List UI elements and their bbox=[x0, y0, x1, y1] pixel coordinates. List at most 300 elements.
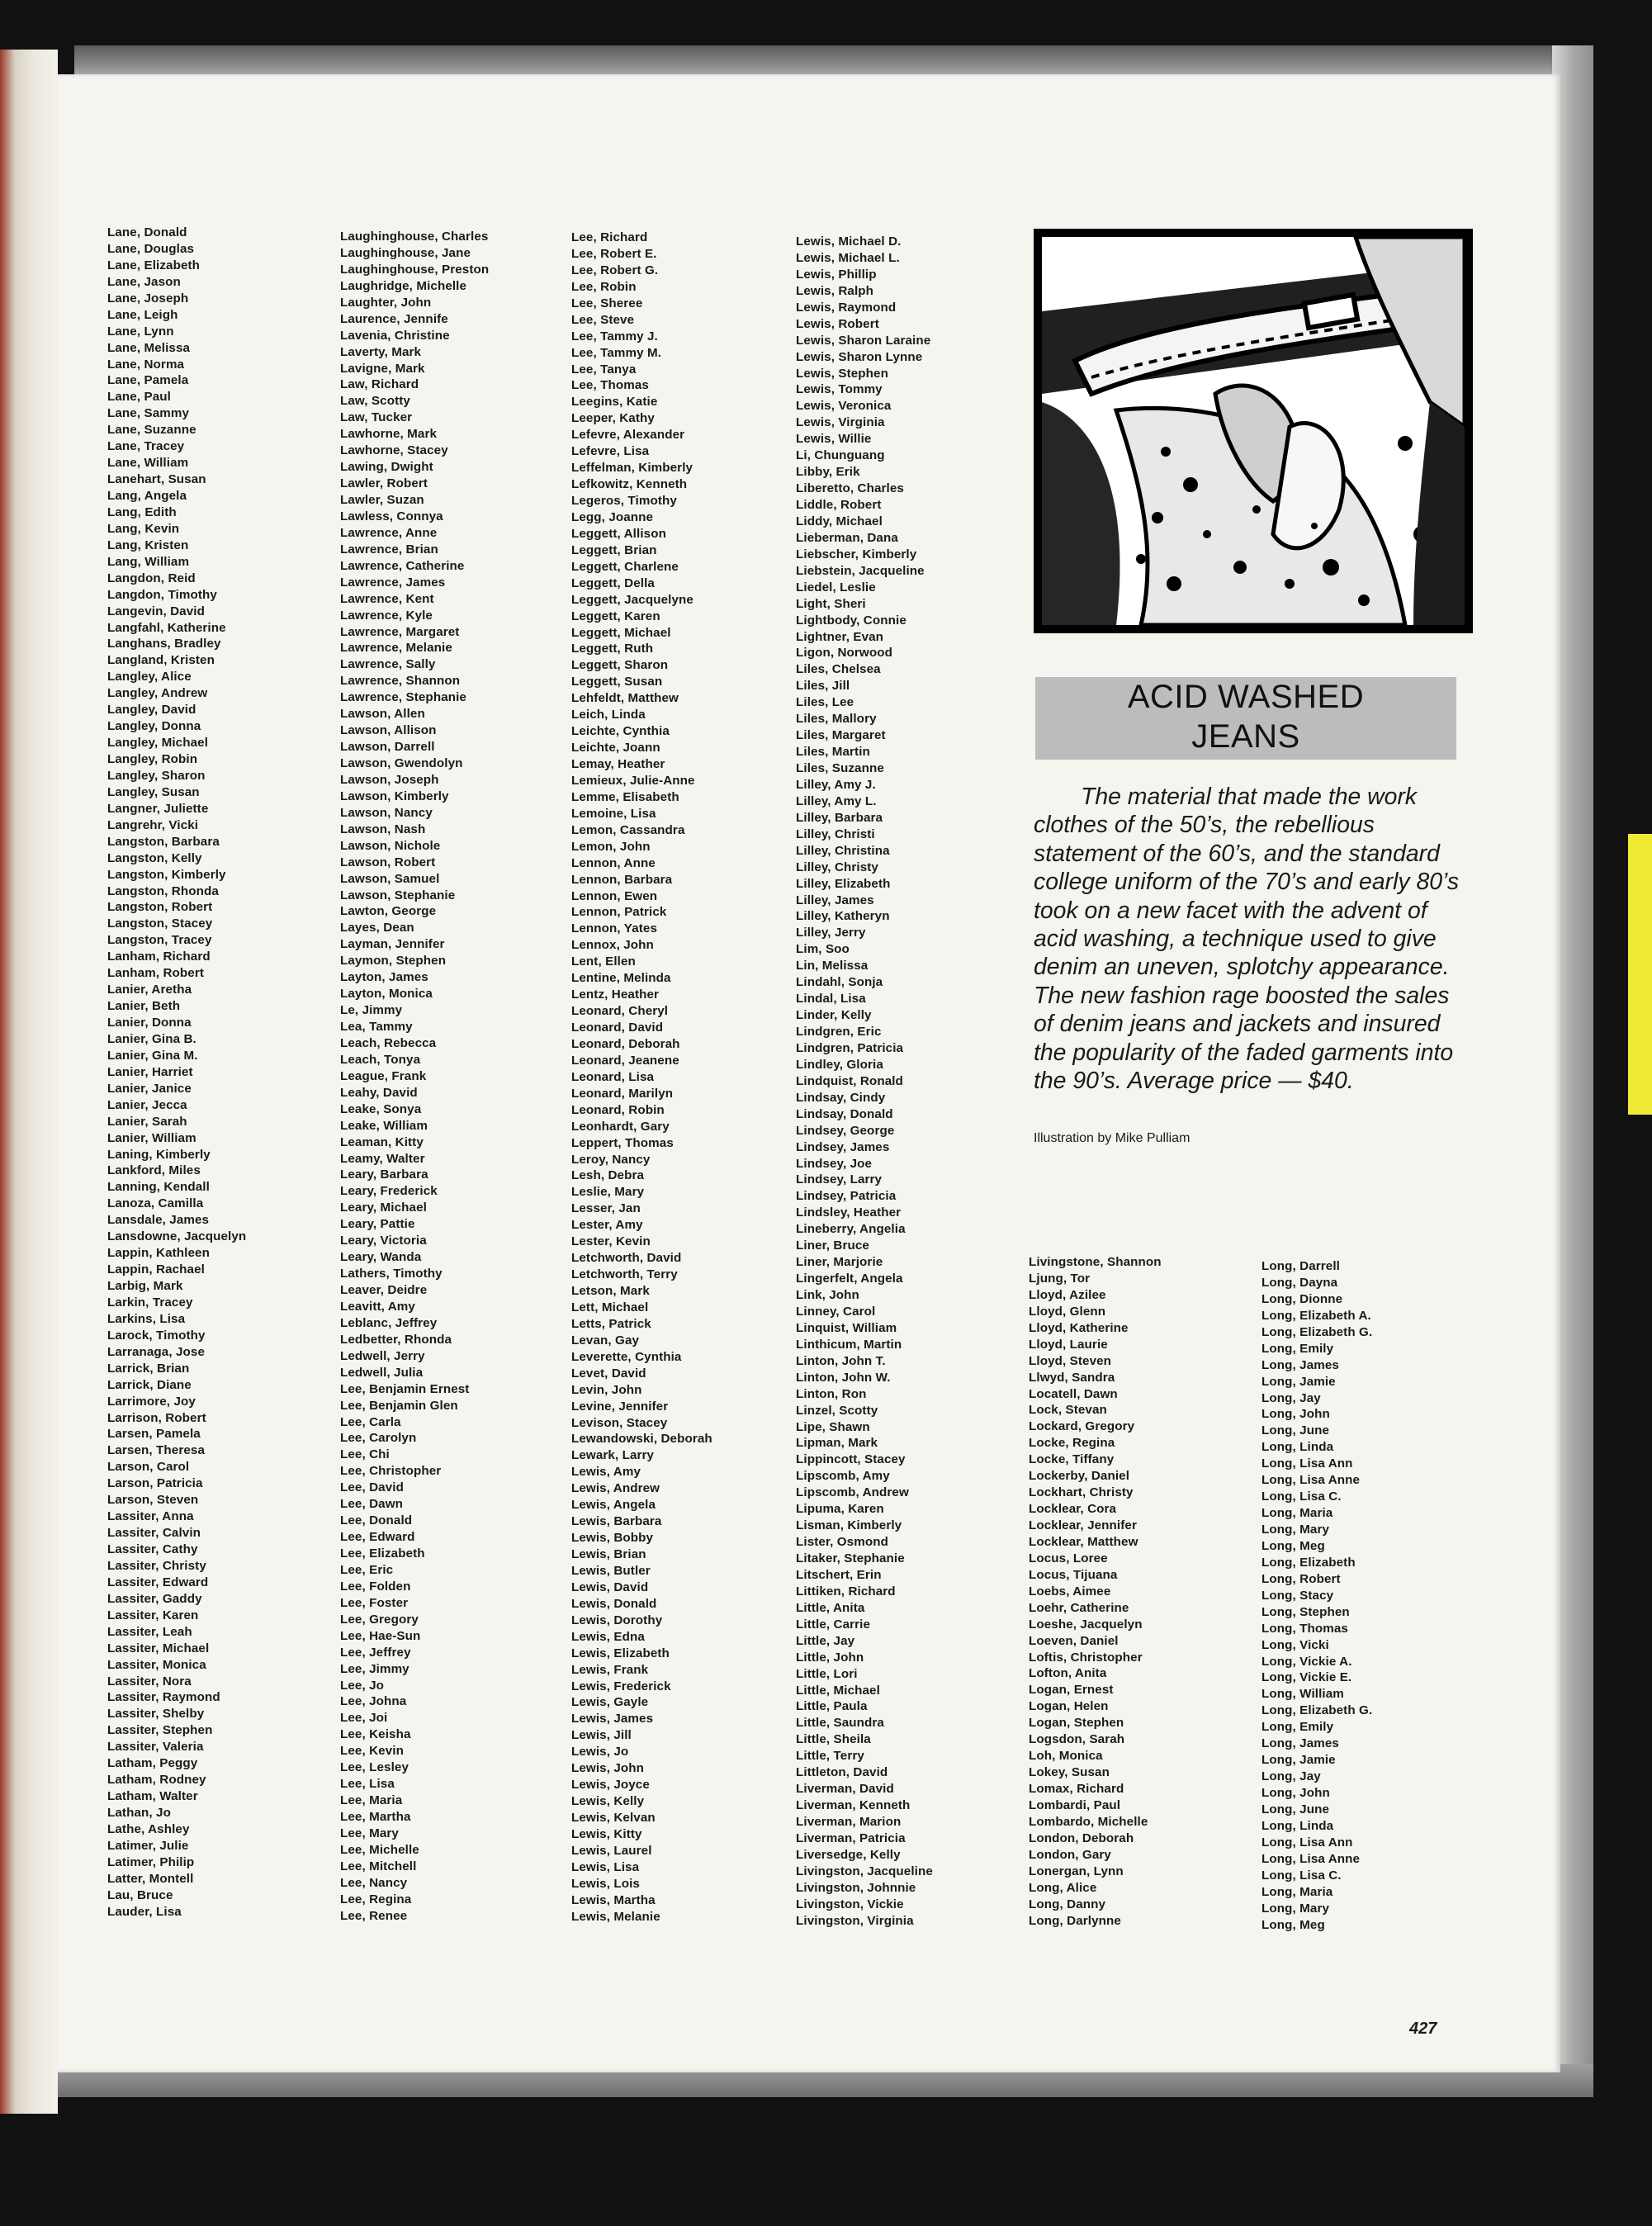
name-entry: Legeros, Timothy bbox=[571, 494, 677, 508]
name-entry: Langfahl, Katherine bbox=[107, 620, 226, 635]
name-entry: Legg, Joanne bbox=[571, 509, 654, 524]
name-entry: Lister, Osmond bbox=[796, 1535, 888, 1550]
name-entry: Lee, Sheree bbox=[571, 296, 643, 310]
name-entry: Long, Robert bbox=[1261, 1571, 1341, 1586]
name-entry: Lindal, Lisa bbox=[796, 992, 866, 1006]
name-entry: Langston, Stacey bbox=[107, 916, 213, 931]
name-entry: Lawrence, Stephanie bbox=[340, 690, 466, 705]
name-entry: Lee, Donald bbox=[340, 1513, 413, 1528]
name-entry: Lee, Carla bbox=[340, 1414, 401, 1429]
name-entry: Lester, Amy bbox=[571, 1218, 643, 1233]
name-entry: Little, Jay bbox=[796, 1633, 855, 1648]
name-entry: Leppert, Thomas bbox=[571, 1135, 674, 1150]
name-entry: Leake, William bbox=[340, 1118, 428, 1133]
name-entry: Long, Danny bbox=[1029, 1897, 1106, 1911]
name-entry: Larock, Timothy bbox=[107, 1328, 206, 1343]
name-entry: Lawhorne, Stacey bbox=[340, 443, 448, 458]
name-entry: Long, Lisa Anne bbox=[1261, 1473, 1361, 1488]
name-entry: Lang, Kristen bbox=[107, 538, 189, 552]
name-entry: Locklear, Jennifer bbox=[1029, 1518, 1137, 1532]
name-entry: Lindsay, Donald bbox=[796, 1106, 893, 1121]
name-entry: Lathers, Timothy bbox=[340, 1267, 443, 1281]
name-entry: Long, Lisa Ann bbox=[1261, 1456, 1353, 1471]
name-entry: Lewis, Bobby bbox=[571, 1531, 654, 1546]
name-entry: Lee, Eric bbox=[340, 1562, 394, 1577]
name-entry: Lansdowne, Jacquelyn bbox=[107, 1229, 247, 1244]
name-entry: Lehfeldt, Matthew bbox=[571, 691, 679, 706]
name-entry: Laning, Kimberly bbox=[107, 1147, 211, 1162]
name-entry: Lawson, Stephanie bbox=[340, 888, 456, 902]
name-entry: Leary, Barbara bbox=[340, 1167, 428, 1182]
name-entry: Locklear, Matthew bbox=[1029, 1534, 1138, 1549]
name-entry: Leary, Victoria bbox=[340, 1234, 427, 1248]
name-entry: Lee, Robert E. bbox=[571, 246, 657, 261]
name-entry: Lewis, Frank bbox=[571, 1662, 649, 1677]
name-entry: Lawhorne, Mark bbox=[340, 427, 438, 442]
name-entry: Libby, Erik bbox=[796, 465, 860, 480]
name-entry: Lee, Michelle bbox=[340, 1842, 419, 1857]
name-entry: Lewis, John bbox=[571, 1761, 645, 1776]
feature-title-line-1: ACID WASHED bbox=[1127, 679, 1365, 715]
name-entry: Leichte, Cynthia bbox=[571, 724, 670, 739]
name-entry: Lonergan, Lynn bbox=[1029, 1864, 1124, 1878]
name-entry: Lawson, Samuel bbox=[340, 871, 440, 886]
name-entry: Lawrence, Kent bbox=[340, 591, 434, 606]
name-entry: Lang, William bbox=[107, 554, 190, 569]
name-entry: Lewis, Jo bbox=[571, 1745, 629, 1759]
name-entry: Long, Jay bbox=[1261, 1769, 1321, 1784]
name-entry: Lawler, Suzan bbox=[340, 493, 424, 507]
name-entry: Loehr, Catherine bbox=[1029, 1600, 1129, 1615]
name-entry: Lofton, Anita bbox=[1029, 1666, 1107, 1681]
name-entry: Langrehr, Vicki bbox=[107, 817, 199, 832]
name-entry: Logan, Ernest bbox=[1029, 1683, 1114, 1698]
name-entry: Laughinghouse, Charles bbox=[340, 230, 489, 244]
name-entry: Lin, Melissa bbox=[796, 959, 869, 973]
name-entry: Lavenia, Christine bbox=[340, 328, 450, 343]
name-entry: Langland, Kristen bbox=[107, 653, 215, 668]
jeans-illustration-icon bbox=[1042, 237, 1465, 625]
name-entry: Lassiter, Cathy bbox=[107, 1542, 198, 1556]
name-entry: Lockerby, Daniel bbox=[1029, 1469, 1130, 1484]
yellow-index-tab bbox=[1628, 834, 1652, 1115]
name-entry: Larson, Patricia bbox=[107, 1476, 203, 1491]
name-entry: Leggett, Karen bbox=[571, 609, 660, 623]
name-entry: Lindsey, Patricia bbox=[796, 1189, 897, 1204]
name-entry: Lindquist, Ronald bbox=[796, 1073, 903, 1088]
name-entry: Linton, John T. bbox=[796, 1353, 886, 1368]
name-entry: Letchworth, Terry bbox=[571, 1267, 678, 1282]
name-entry: Lightner, Evan bbox=[796, 629, 884, 644]
name-entry: Lanier, Beth bbox=[107, 999, 181, 1014]
name-entry: Livingstone, Shannon bbox=[1029, 1255, 1162, 1269]
name-entry: Locatell, Dawn bbox=[1029, 1386, 1118, 1401]
name-entry: Long, Jay bbox=[1261, 1390, 1321, 1405]
name-entry: Little, Sheila bbox=[796, 1732, 871, 1747]
name-entry: Long, John bbox=[1261, 1407, 1330, 1422]
name-entry: Lane, William bbox=[107, 456, 189, 471]
name-entry: Laughridge, Michelle bbox=[340, 278, 467, 293]
name-entry: Leroy, Nancy bbox=[571, 1152, 651, 1167]
name-entry: Lewis, Butler bbox=[571, 1563, 651, 1578]
name-entry: Lemay, Heather bbox=[571, 757, 665, 771]
name-entry: Lau, Bruce bbox=[107, 1887, 173, 1902]
name-entry: Larson, Carol bbox=[107, 1460, 190, 1475]
name-entry: Littleton, David bbox=[796, 1765, 888, 1780]
name-column-2 bbox=[340, 229, 489, 1925]
name-entry: Lindahl, Sonja bbox=[796, 975, 883, 990]
name-entry: Llwyd, Sandra bbox=[1029, 1370, 1115, 1385]
name-entry: Litaker, Stephanie bbox=[796, 1551, 905, 1565]
name-entry: Long, Elizabeth G. bbox=[1261, 1324, 1373, 1339]
name-entry: Laughter, John bbox=[340, 295, 432, 310]
name-entry: Little, Michael bbox=[796, 1683, 880, 1698]
name-entry: Lee, Joi bbox=[340, 1711, 388, 1726]
name-entry: Latham, Peggy bbox=[107, 1756, 198, 1771]
name-entry: Lee, Benjamin Ernest bbox=[340, 1381, 470, 1396]
name-entry: Long, James bbox=[1261, 1736, 1339, 1751]
name-entry: Lingerfelt, Angela bbox=[796, 1272, 903, 1286]
name-entry: Lane, Melissa bbox=[107, 340, 191, 355]
name-entry: Layton, James bbox=[340, 970, 428, 985]
name-entry: Lee, Richard bbox=[571, 230, 648, 244]
name-entry: Leverette, Cynthia bbox=[571, 1349, 682, 1364]
name-entry: Larson, Steven bbox=[107, 1493, 199, 1508]
name-entry: Leamy, Walter bbox=[340, 1151, 425, 1166]
name-entry: Lim, Soo bbox=[796, 942, 850, 957]
name-entry: Linquist, William bbox=[796, 1320, 897, 1335]
name-entry: Lee, Thomas bbox=[571, 378, 649, 393]
name-entry: Lee, Mary bbox=[340, 1826, 399, 1840]
name-entry: Levan, Gay bbox=[571, 1333, 640, 1347]
name-entry: Lindsey, Larry bbox=[796, 1172, 883, 1187]
name-entry: Leonard, Marilyn bbox=[571, 1086, 674, 1101]
page bbox=[58, 74, 1560, 2072]
name-entry: Long, Stephen bbox=[1261, 1604, 1350, 1619]
name-entry: Liebstein, Jacqueline bbox=[796, 563, 925, 578]
name-entry: Liner, Marjorie bbox=[796, 1255, 883, 1270]
name-entry: Lipe, Shawn bbox=[796, 1419, 870, 1434]
name-entry: Lane, Norma bbox=[107, 357, 185, 372]
name-entry: Lipuma, Karen bbox=[796, 1502, 884, 1517]
name-entry: Lane, Elizabeth bbox=[107, 258, 201, 272]
name-entry: Liddy, Michael bbox=[796, 514, 883, 528]
name-entry: Lee, Benjamin Glen bbox=[340, 1398, 458, 1413]
name-entry: Little, Lori bbox=[796, 1666, 858, 1681]
name-entry: Lent, Ellen bbox=[571, 954, 636, 969]
name-entry: Langston, Rhonda bbox=[107, 883, 219, 898]
name-entry: Lawler, Robert bbox=[340, 476, 428, 491]
name-entry: Lewis, Kitty bbox=[571, 1826, 642, 1841]
name-entry: Lennon, Anne bbox=[571, 855, 656, 870]
name-entry: Lindsay, Cindy bbox=[796, 1090, 886, 1105]
name-entry: Lassiter, Christy bbox=[107, 1558, 206, 1573]
name-entry: Lanehart, Susan bbox=[107, 472, 206, 487]
name-entry: Lawton, George bbox=[340, 904, 437, 919]
name-entry: Lee, Mitchell bbox=[340, 1859, 417, 1873]
name-entry: Leonard, Lisa bbox=[571, 1069, 655, 1084]
name-entry: Lassiter, Raymond bbox=[107, 1690, 220, 1705]
name-entry: Lassiter, Karen bbox=[107, 1608, 199, 1622]
name-entry: Long, William bbox=[1261, 1687, 1344, 1702]
name-entry: Long, Vicki bbox=[1261, 1637, 1329, 1652]
name-entry: Lee, Nancy bbox=[340, 1875, 408, 1890]
name-entry: Lilley, Elizabeth bbox=[796, 876, 891, 891]
name-entry: Long, Lisa Ann bbox=[1261, 1835, 1353, 1849]
name-entry: Lilley, James bbox=[796, 893, 874, 907]
name-entry: Leggett, Jacquelyne bbox=[571, 592, 693, 607]
name-entry: Lindsley, Heather bbox=[796, 1205, 902, 1220]
name-entry: Lanier, Aretha bbox=[107, 983, 192, 997]
name-entry: Lewis, Virginia bbox=[796, 415, 885, 430]
name-entry: Lane, Paul bbox=[107, 390, 171, 405]
name-entry: Lee, Lesley bbox=[340, 1760, 409, 1775]
name-entry: Long, Darrell bbox=[1261, 1259, 1340, 1273]
name-entry: Le, Jimmy bbox=[340, 1003, 403, 1018]
name-entry: Leary, Pattie bbox=[340, 1217, 415, 1232]
name-entry: Lefevre, Lisa bbox=[571, 444, 650, 459]
name-entry: Leffelman, Kimberly bbox=[571, 461, 693, 476]
name-entry: Liversedge, Kelly bbox=[796, 1847, 901, 1862]
name-entry: Lassiter, Shelby bbox=[107, 1707, 205, 1722]
name-entry: Loebs, Aimee bbox=[1029, 1584, 1111, 1598]
name-entry: Long, Lisa C. bbox=[1261, 1868, 1342, 1883]
name-entry: Lewis, Gayle bbox=[571, 1695, 649, 1710]
name-entry: Lawson, Kimberly bbox=[340, 789, 449, 803]
name-entry: Lilley, Christy bbox=[796, 860, 878, 874]
name-entry: Lewis, Brian bbox=[571, 1547, 646, 1561]
name-entry: Lane, Joseph bbox=[107, 291, 189, 305]
book-binding bbox=[0, 50, 58, 2114]
name-entry: Lisman, Kimberly bbox=[796, 1518, 902, 1533]
name-entry: Locke, Tiffany bbox=[1029, 1452, 1115, 1467]
name-entry: Leblanc, Jeffrey bbox=[340, 1315, 438, 1330]
name-entry: Langley, Alice bbox=[107, 670, 192, 684]
name-entry: Lawrence, Margaret bbox=[340, 624, 460, 639]
name-entry: Lieberman, Dana bbox=[796, 530, 898, 545]
name-entry: Lennon, Barbara bbox=[571, 872, 673, 887]
name-entry: Lee, Christopher bbox=[340, 1464, 442, 1479]
name-entry: Leary, Michael bbox=[340, 1201, 427, 1215]
name-entry: Lawson, Robert bbox=[340, 855, 436, 869]
name-entry: Liles, Margaret bbox=[796, 728, 886, 743]
feature-caption: The material that made the work clothes of the 50’s, the rebellious statement of the 60’s, and the standard college uniform of the 70’s and early 80’s took on a new facet with the advent of acid washing, a technique used to give denim an uneven, splotchy appearance. The new fashion rage boosted the sales of denim jeans and jackets and insured the popularity of the faded garments into the 90’s. Average price — $40. bbox=[1034, 784, 1460, 1095]
name-entry: Lee, Gregory bbox=[340, 1612, 419, 1627]
name-entry: Lauder, Lisa bbox=[107, 1904, 182, 1919]
name-entry: Lefevre, Alexander bbox=[571, 428, 685, 443]
name-entry: Lane, Suzanne bbox=[107, 423, 196, 438]
name-entry: Little, Saundra bbox=[796, 1716, 884, 1731]
name-entry: Long, Elizabeth bbox=[1261, 1555, 1356, 1570]
name-entry: Lassiter, Nora bbox=[107, 1674, 192, 1688]
name-entry: Langley, Andrew bbox=[107, 686, 208, 701]
name-entry: Lloyd, Steven bbox=[1029, 1353, 1112, 1368]
name-entry: Leegins, Katie bbox=[571, 395, 658, 410]
name-entry: Letts, Patrick bbox=[571, 1316, 651, 1331]
name-entry: Langhans, Bradley bbox=[107, 637, 221, 651]
name-entry: Lanier, Sarah bbox=[107, 1114, 187, 1129]
name-entry: Larsen, Pamela bbox=[107, 1427, 201, 1442]
name-entry: Lang, Edith bbox=[107, 504, 177, 519]
name-entry: Lewis, Phillip bbox=[796, 267, 877, 282]
name-entry: Lemme, Elisabeth bbox=[571, 789, 679, 804]
name-entry: Ledwell, Julia bbox=[340, 1365, 424, 1380]
name-entry: Leonhardt, Gary bbox=[571, 1119, 670, 1134]
name-column-1 bbox=[107, 225, 246, 1921]
name-entry: Lawson, Nichole bbox=[340, 838, 441, 853]
name-entry: Lawrence, Catherine bbox=[340, 558, 465, 573]
name-entry: Latham, Walter bbox=[107, 1789, 198, 1804]
name-entry: Levison, Stacey bbox=[571, 1415, 668, 1430]
name-entry: Lindley, Gloria bbox=[796, 1057, 883, 1072]
name-entry: Loftis, Christopher bbox=[1029, 1650, 1143, 1665]
name-entry: Lassiter, Gaddy bbox=[107, 1591, 202, 1606]
name-entry: Long, Maria bbox=[1261, 1506, 1333, 1521]
name-entry: Lee, Folden bbox=[340, 1579, 411, 1594]
name-entry: Long, Vickie A. bbox=[1261, 1654, 1352, 1669]
name-entry: Loh, Monica bbox=[1029, 1749, 1103, 1764]
name-entry: Ledbetter, Rhonda bbox=[340, 1332, 452, 1347]
name-entry: Litschert, Erin bbox=[796, 1567, 882, 1582]
name-entry: Leonard, Cheryl bbox=[571, 1004, 669, 1019]
name-entry: Lock, Stevan bbox=[1029, 1403, 1107, 1418]
name-entry: Leggett, Ruth bbox=[571, 642, 654, 656]
name-entry: Lockard, Gregory bbox=[1029, 1419, 1135, 1434]
name-entry: Liles, Chelsea bbox=[796, 662, 881, 677]
name-entry: Lloyd, Laurie bbox=[1029, 1337, 1108, 1352]
name-entry: Lee, Carolyn bbox=[340, 1431, 417, 1446]
name-entry: Lennon, Ewen bbox=[571, 888, 658, 903]
name-entry: Little, Paula bbox=[796, 1699, 868, 1714]
name-entry: Lee, Keisha bbox=[340, 1727, 411, 1742]
name-entry: Lewis, Stephen bbox=[796, 366, 888, 381]
name-entry: Lewis, Sharon Laraine bbox=[796, 333, 931, 348]
name-entry: Lassiter, Michael bbox=[107, 1641, 210, 1655]
name-entry: Leary, Wanda bbox=[340, 1250, 422, 1265]
name-entry: Linder, Kelly bbox=[796, 1008, 872, 1023]
name-entry: Lee, Hae-Sun bbox=[340, 1628, 421, 1643]
name-entry: Lewis, Donald bbox=[571, 1596, 657, 1611]
name-entry: Locus, Tijuana bbox=[1029, 1567, 1118, 1582]
name-entry: Langston, Kelly bbox=[107, 850, 202, 865]
name-entry: Long, Mary bbox=[1261, 1901, 1330, 1916]
name-entry: Livingston, Jacqueline bbox=[796, 1864, 933, 1878]
name-entry: Liles, Suzanne bbox=[796, 761, 884, 775]
name-entry: Liles, Martin bbox=[796, 745, 870, 760]
name-entry: Lewis, Lisa bbox=[571, 1859, 640, 1874]
name-entry: Langley, Robin bbox=[107, 752, 198, 766]
name-entry: Lloyd, Glenn bbox=[1029, 1304, 1106, 1319]
name-entry: Littiken, Richard bbox=[796, 1584, 896, 1598]
name-entry: Lewis, Angela bbox=[571, 1498, 656, 1513]
name-entry: Lanier, Donna bbox=[107, 1016, 192, 1030]
name-entry: Lawing, Dwight bbox=[340, 460, 433, 475]
name-entry: Livingston, Vickie bbox=[796, 1897, 904, 1911]
name-entry: Liebscher, Kimberly bbox=[796, 547, 917, 561]
name-entry: Lavigne, Mark bbox=[340, 361, 425, 376]
name-entry: Lefkowitz, Kenneth bbox=[571, 477, 688, 492]
name-entry: Little, John bbox=[796, 1650, 864, 1665]
name-entry: Latham, Rodney bbox=[107, 1773, 206, 1788]
name-entry: Lassiter, Valeria bbox=[107, 1740, 204, 1755]
name-entry: Lett, Michael bbox=[571, 1300, 649, 1314]
feature-title-line-2: JEANS bbox=[1191, 718, 1300, 755]
name-entry: Long, Lisa C. bbox=[1261, 1490, 1342, 1504]
name-entry: London, Gary bbox=[1029, 1847, 1111, 1862]
name-entry: Leake, Sonya bbox=[340, 1101, 422, 1116]
name-entry: Logan, Stephen bbox=[1029, 1716, 1124, 1731]
name-entry: Long, Alice bbox=[1029, 1880, 1097, 1895]
name-entry: Lee, David bbox=[340, 1480, 404, 1495]
name-entry: Latimer, Philip bbox=[107, 1854, 195, 1869]
name-entry: Lipscomb, Amy bbox=[796, 1469, 890, 1484]
name-entry: Laurence, Jennife bbox=[340, 311, 448, 326]
name-entry: Lawless, Connya bbox=[340, 509, 443, 523]
name-entry: Leggett, Della bbox=[571, 575, 655, 590]
name-entry: Long, Elizabeth A. bbox=[1261, 1308, 1371, 1323]
name-entry: Locus, Loree bbox=[1029, 1551, 1108, 1565]
name-entry: Lanham, Robert bbox=[107, 966, 205, 981]
name-entry: Lee, Renee bbox=[340, 1908, 408, 1923]
name-entry: Larrick, Diane bbox=[107, 1377, 192, 1392]
name-entry: Ligon, Norwood bbox=[796, 646, 892, 661]
name-entry: Little, Terry bbox=[796, 1749, 864, 1764]
name-entry: Lentz, Heather bbox=[571, 987, 660, 1002]
name-entry: Linney, Carol bbox=[796, 1304, 876, 1319]
name-entry: Long, Thomas bbox=[1261, 1621, 1348, 1636]
name-entry: Long, Emily bbox=[1261, 1720, 1334, 1735]
illustration-credit: Illustration by Mike Pulliam bbox=[1034, 1131, 1190, 1145]
name-entry: Lewis, Frederick bbox=[571, 1679, 671, 1693]
name-entry: Lindgren, Patricia bbox=[796, 1040, 904, 1055]
name-entry: Levet, David bbox=[571, 1366, 646, 1381]
name-entry: Lee, Tammy J. bbox=[571, 329, 658, 343]
name-entry: Letchworth, David bbox=[571, 1251, 682, 1266]
name-entry: Lawrence, Brian bbox=[340, 542, 438, 556]
name-entry: Lanier, Gina B. bbox=[107, 1031, 196, 1046]
name-entry: Lane, Lynn bbox=[107, 324, 174, 339]
name-entry: Liles, Lee bbox=[796, 695, 854, 710]
name-entry: Lathan, Jo bbox=[107, 1806, 171, 1820]
name-entry: Lewis, Robert bbox=[796, 316, 879, 331]
name-entry: Lanier, Harriet bbox=[107, 1064, 193, 1079]
name-entry: Lawrence, Sally bbox=[340, 657, 436, 672]
name-entry: Leggett, Charlene bbox=[571, 559, 679, 574]
name-entry: League, Frank bbox=[340, 1068, 427, 1083]
acid-washed-jeans-illustration bbox=[1034, 229, 1473, 633]
name-entry: Lassiter, Anna bbox=[107, 1509, 194, 1524]
name-entry: Li, Chunguang bbox=[796, 448, 885, 463]
name-entry: Lewis, Sharon Lynne bbox=[796, 349, 923, 364]
name-entry: Langston, Robert bbox=[107, 900, 213, 915]
name-entry: Lanier, Gina M. bbox=[107, 1048, 198, 1063]
name-entry: Latter, Montell bbox=[107, 1871, 194, 1886]
name-entry: Law, Richard bbox=[340, 377, 419, 392]
name-entry: Lewis, Kelly bbox=[571, 1794, 645, 1809]
name-entry: Leonard, Robin bbox=[571, 1102, 665, 1117]
name-entry: Langston, Barbara bbox=[107, 834, 220, 849]
name-entry: Leary, Frederick bbox=[340, 1184, 438, 1199]
name-entry: Lassiter, Monica bbox=[107, 1657, 206, 1672]
name-entry: Langley, Susan bbox=[107, 784, 200, 799]
name-entry: Lockhart, Christy bbox=[1029, 1485, 1134, 1500]
name-entry: Lane, Leigh bbox=[107, 307, 178, 322]
name-entry: Lanning, Kendall bbox=[107, 1180, 210, 1195]
name-entry: Latimer, Julie bbox=[107, 1838, 189, 1853]
name-entry: Lewis, Elizabeth bbox=[571, 1646, 670, 1660]
name-entry: Logan, Helen bbox=[1029, 1699, 1109, 1714]
name-entry: Linzel, Scotty bbox=[796, 1403, 878, 1418]
